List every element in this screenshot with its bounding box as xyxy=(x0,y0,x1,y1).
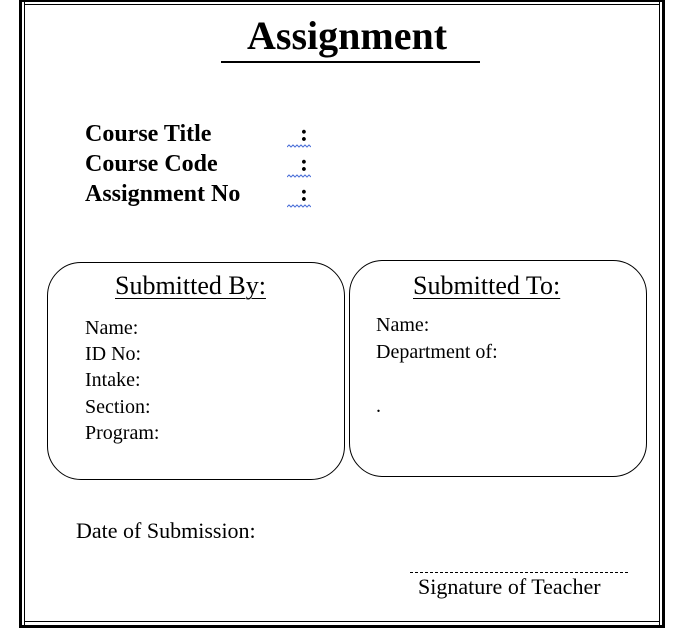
course-title-label: Course Title xyxy=(85,121,212,147)
submitted-to-heading: Submitted To: xyxy=(413,271,561,300)
spellcheck-squiggle xyxy=(287,174,311,179)
submitted-by-id-field: ID No: xyxy=(85,343,142,365)
submitted-to-department-field: Department of: xyxy=(376,341,498,363)
assignment-no-label: Assignment No xyxy=(85,181,241,207)
page-border-top-inner xyxy=(24,4,660,5)
title-underline xyxy=(221,61,480,63)
spellcheck-squiggle xyxy=(287,144,311,149)
page-border-right xyxy=(662,0,665,628)
submitted-by-program-field: Program: xyxy=(85,422,160,444)
page-border-left xyxy=(19,0,22,628)
page-title: Assignment xyxy=(247,13,448,58)
page-border-right-inner xyxy=(659,0,660,628)
page-border-top xyxy=(19,0,665,2)
signature-line xyxy=(410,572,628,573)
assignment-no-colon: : xyxy=(300,181,308,207)
spellcheck-squiggle xyxy=(287,204,311,209)
submitted-to-name-field: Name: xyxy=(376,314,430,336)
course-code-label: Course Code xyxy=(85,151,218,177)
signature-label: Signature of Teacher xyxy=(418,574,601,599)
course-code-colon: : xyxy=(300,151,308,177)
submitted-by-intake-field: Intake: xyxy=(85,369,141,391)
page-border-left-inner xyxy=(24,0,25,628)
submitted-by-heading: Submitted By: xyxy=(115,271,266,300)
page-border-bottom-inner xyxy=(24,621,660,622)
submitted-by-name-field: Name: xyxy=(85,317,139,339)
submitted-by-section-field: Section: xyxy=(85,396,151,418)
course-title-colon: : xyxy=(300,121,308,147)
submitted-to-dot: . xyxy=(376,395,381,417)
date-of-submission-label: Date of Submission: xyxy=(76,518,256,543)
